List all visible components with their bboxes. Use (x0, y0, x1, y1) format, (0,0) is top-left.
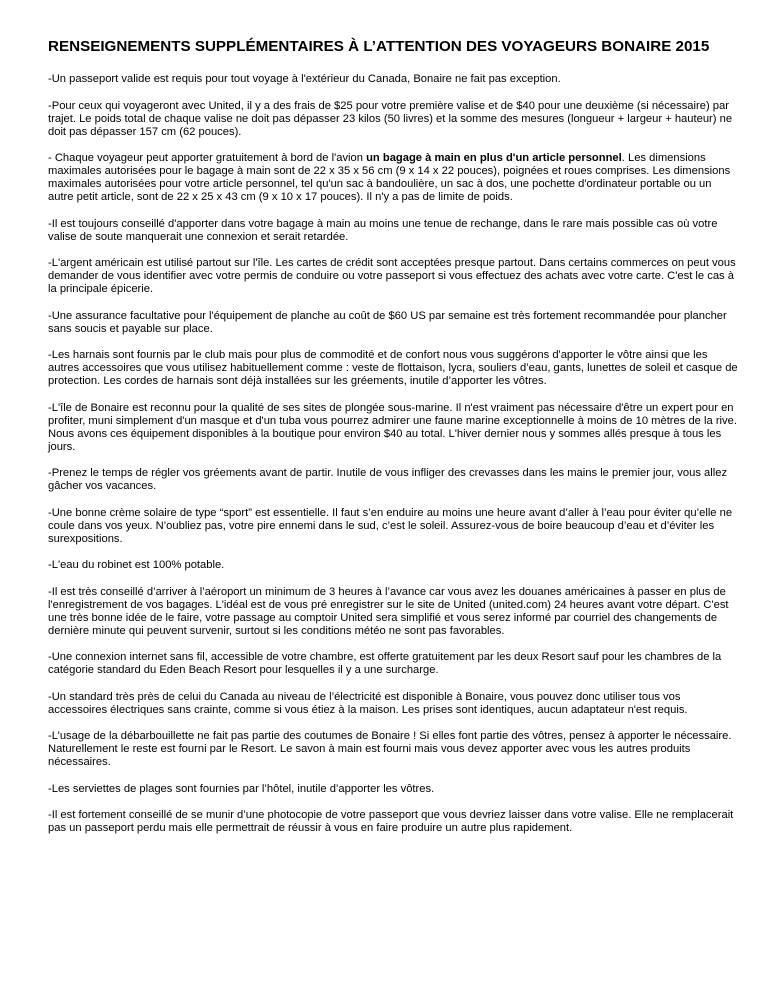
paragraph-towels: -Les serviettes de plages sont fournies par l’hôtel, inutile d’apporter les vôtres. (48, 782, 435, 795)
document-page (48, 38, 738, 849)
paragraph-passport: -Un passeport valide est requis pour tout voyage à l'extérieur du Canada, Bonaire ne fait pas exception. (48, 73, 561, 85)
paragraph-diving: -L'île de Bonaire est reconnu pour la qualité de ses sites de plongée sous-marine. Il n'est vraiment pas nécessaire d'être un expert pour en profiter, muni simplement d'un masque et d'un tuba vous pourrez admirer une faune marine exceptionnelle à moins de 10 mètres de la rive. Nous avons ces équipement disponibles à la boutique pour environ $40 au total. L'hiver dernier nous y sommes allés presque à tous les jours. (48, 401, 737, 453)
carry-on-text-before: - Chaque voyageur peut apporter gratuitement à bord de l'avion (48, 152, 367, 164)
carry-on-text-after: . Les dimensions maximales autorisées pour le bagage à main sont de 22 x 35 x 56 cm (9 x 14 x 22 pouces), poignées et roues comprises. Les dimensions maximales autorisées pour votre article personnel, tel qu'un sac à bandoulière, un sac à dos, une pochette d'ordinateur portable ou un autre petit article, sont de 22 x 25 x 43 cm (9 x 10 x 17 pouces). Il n'y a pas de limite de poids. (48, 152, 731, 203)
paragraph-electricity: -Un standard très près de celui du Canada au niveau de l’électricité est disponible à Bonaire, vous pouvez donc utiliser tous vos accessoires électriques sans crainte, comme si vous étiez à la maison. Les prises sont identiques, aucun adaptateur n'est requis. (48, 690, 688, 716)
paragraph-photocopy: -Il est fortement conseillé de se munir d’une photocopie de votre passeport que vous devriez laisser dans votre valise. Elle ne remplacerait pas un passeport perdu mais elle permettrait de réussir à vous en faire produire un autre plus rapidement. (48, 809, 734, 834)
carry-on-emphasis: un bagage à main en plus d'un article personnel (366, 152, 622, 164)
paragraph-internet: -Une connexion internet sans fil, accessible de votre chambre, est offerte gratuitement par les deux Resort sauf pour les chambres de la catégorie standard du Eden Beach Resort pour lesquelles il y a une surcharge. (48, 651, 722, 676)
paragraph-currency: -L'argent américain est utilisé partout sur l'île. Les cartes de crédit sont acceptées presque partout. Dans certains commerces on peut vous demander de vous identifier avec votre permis de conduire ou votre passeport si vous effectuez des achats avec votre carte. C'est le cas à la principale épicerie. (48, 257, 736, 295)
paragraph-harness: -Les harnais sont fournis par le club mais pour plus de commodité et de confort nous vous suggérons d'apporter le vôtre ainsi que les autres accessoires que vous utilisez habituellement comme : veste de flottaison, lycra, souliers d’eau, gants, lunettes de soleil et casque de protection. Les cordes de harnais sont déjà installées sur les gréements, inutile d’apporter les vôtres. (48, 349, 738, 387)
paragraph-tap-water: -L'eau du robinet est 100% potable. (48, 559, 225, 571)
paragraph-baggage-fees: -Pour ceux qui voyageront avec United, il y a des frais de $25 pour votre première valise et de $40 pour une deuxième (si nécessaire) par trajet. Le poids total de chaque valise ne doit pas dépasser 23 kilos (50 livres) et la somme des mesures (longueur + largeur + hauteur) ne doit pas dépasser 157 cm (62 pouces). (48, 99, 733, 138)
paragraph-rigging: -Prenez le temps de régler vos gréements avant de partir. Inutile de vous infliger des crevasses dans les mains le premier jour, vous allez gâcher vos vacances. (48, 467, 728, 492)
document-title: RENSEIGNEMENTS SUPPLÉMENTAIRES À L’ATTENTION DES VOYAGEURS BONAIRE 2015 (48, 38, 710, 55)
paragraph-airport: -Il est très conseillé d’arriver à l’aéroport un minimum de 3 heures à l’avance car vous avez les douanes américaines à passer en plus de l'enregistrement de vos bagages. L'idéal est de vous pré enregistrer sur le site de United (united.com) 24 heures avant votre départ. C'est une très bonne idée de le faire, votre passage au comptoir United sera simplifié et vous serez informé par courriel des changements de dernière minute qui peuvent survenir, surtout si les conditions météo ne sont pas favorables. (48, 585, 729, 637)
paragraph-change-of-clothes: -Il est toujours conseillé d'apporter dans votre bagage à main au moins une tenue de rechange, dans le rare mais possible cas où votre valise de soute manquerait une connexion et serait retardée. (48, 217, 718, 243)
paragraph-carry-on (48, 152, 738, 204)
paragraph-washcloth: -L’usage de la débarbouillette ne fait pas partie des coutumes de Bonaire ! Si elles font partie des vôtres, pensez à apporter le nécessaire. Naturellement le reste est fourni par le Resort. Le savon à main est fourni mais vous devez apporter avec vous les autres produits nécessaires. (48, 730, 732, 768)
paragraph-sunscreen: -Une bonne crème solaire de type “sport” est essentielle. Il faut s’en enduire au moins une heure avant d’aller à l’eau pour éviter qu’elle ne coule dans vos yeux. N’oubliez pas, votre pire ennemi dans le sud, c’est le soleil. Assurez-vous de boire beaucoup d’eau et d’éviter les surexpositions. (48, 506, 733, 545)
paragraph-insurance: -Une assurance facultative pour l'équipement de planche au coût de $60 US par semaine est très fortement recommandée pour plancher sans soucis et payable sur place. (48, 309, 727, 335)
